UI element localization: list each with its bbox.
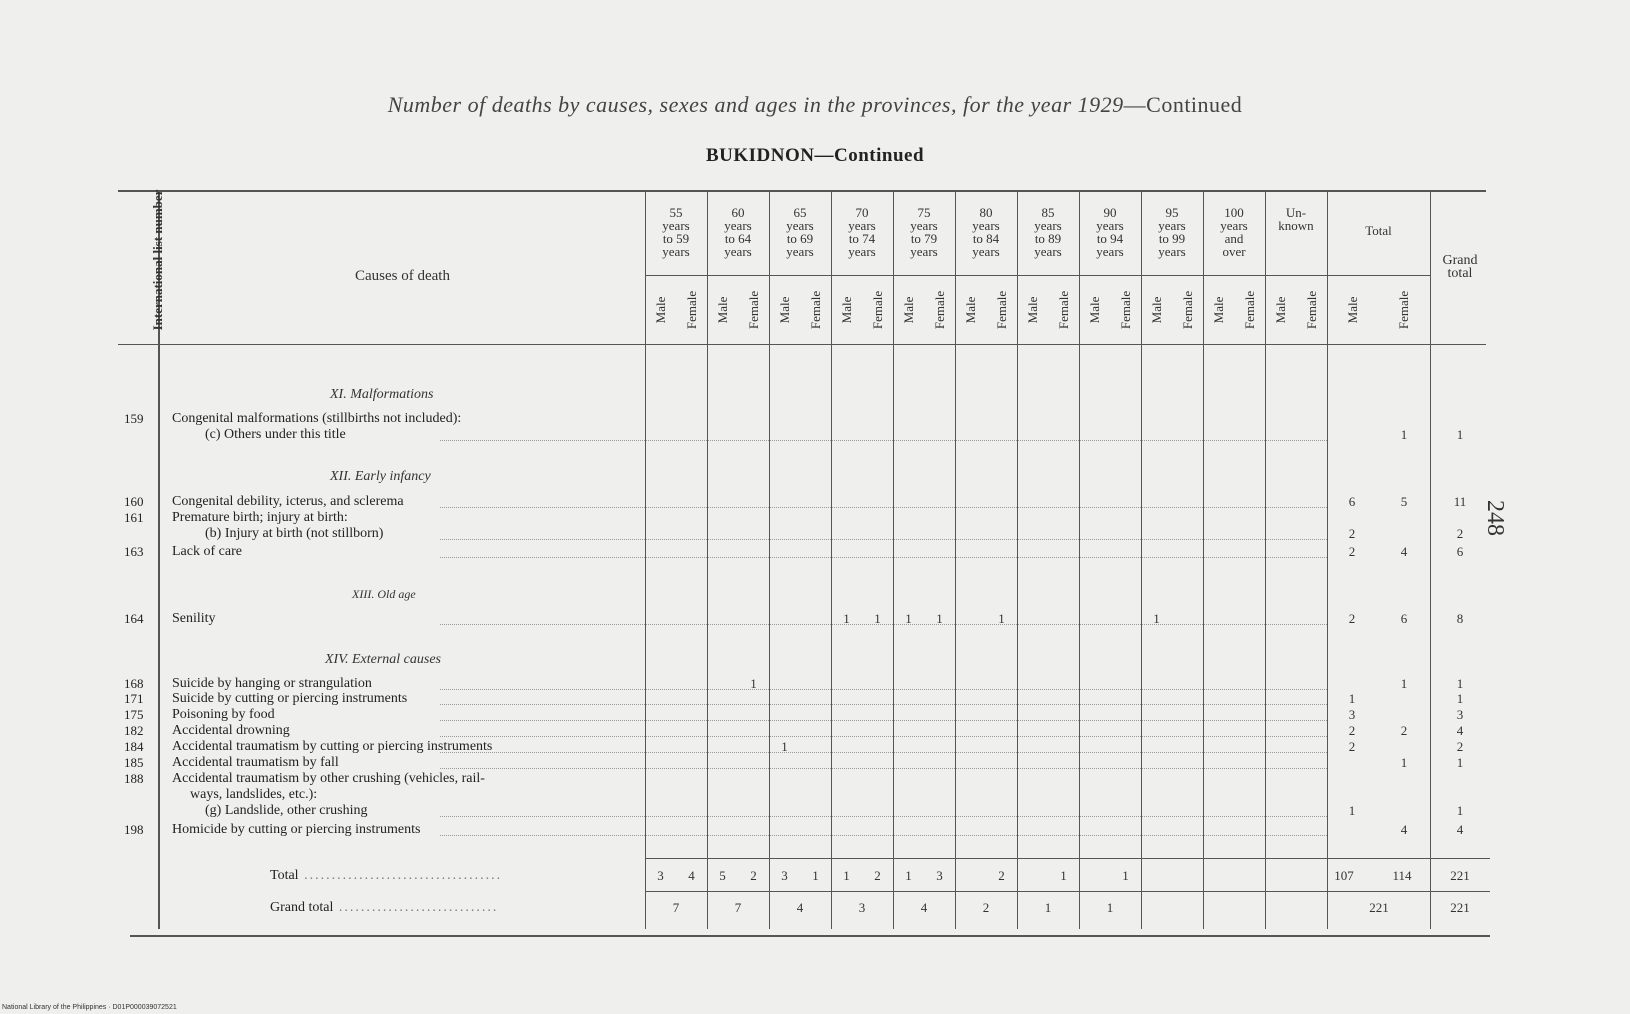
row-number: 159 bbox=[124, 411, 144, 426]
total-male-value: 1 bbox=[1348, 803, 1356, 818]
total-male-value: 2 bbox=[1348, 526, 1356, 541]
total-cell: 3 bbox=[936, 868, 943, 883]
total-cell: 5 bbox=[719, 868, 726, 883]
male-header: Male bbox=[1148, 296, 1164, 324]
male-header: Male bbox=[714, 296, 730, 324]
age-group-header-line: to 59 bbox=[662, 231, 690, 246]
age-group-header-line: to 99 bbox=[1158, 231, 1186, 246]
age-group-header-line: years bbox=[1034, 244, 1062, 259]
cause-of-death: Congenital debility, icterus, and sclerema bbox=[172, 494, 404, 509]
total-male-value: 6 bbox=[1348, 494, 1356, 509]
grand-total-value: 11 bbox=[1453, 494, 1467, 509]
total-male-value: 1 bbox=[1348, 691, 1356, 706]
male-header: Male bbox=[900, 296, 916, 324]
age-group-header-4 bbox=[893, 206, 955, 258]
total-grand: 221 bbox=[1450, 868, 1470, 883]
cause-of-death: Suicide by hanging or strangulation bbox=[172, 676, 372, 691]
age-group-header-line: over bbox=[1222, 244, 1246, 259]
grand-total-value: 1 bbox=[1456, 691, 1464, 706]
row-number: 168 bbox=[124, 676, 144, 691]
age-group-header-line: to 69 bbox=[786, 231, 814, 246]
age-group-header-11 bbox=[1327, 224, 1430, 237]
age-group-header-line: 65 bbox=[793, 205, 807, 220]
age-group-header-line: years bbox=[1158, 218, 1186, 233]
cause-of-death: Poisoning by food bbox=[172, 707, 275, 722]
dot-leader bbox=[440, 735, 1327, 737]
age-group-header-7 bbox=[1079, 206, 1141, 258]
cell-value: 1 bbox=[998, 611, 1005, 626]
male-header: Male bbox=[1272, 296, 1288, 324]
female-header: Female bbox=[807, 290, 823, 330]
grand-total-cell: 7 bbox=[672, 900, 680, 915]
cause-of-death: Accidental drowning bbox=[172, 723, 290, 738]
grand-total-value: 1 bbox=[1456, 427, 1464, 442]
row-number: 182 bbox=[124, 723, 144, 738]
female-header: Female bbox=[993, 290, 1009, 330]
grand-total-value: 1 bbox=[1456, 755, 1464, 770]
age-group-header-line: 80 bbox=[979, 205, 993, 220]
age-group-header-line: to 94 bbox=[1096, 231, 1124, 246]
age-group-header-line: years bbox=[724, 218, 752, 233]
cause-subitem: (c) Others under this title bbox=[205, 427, 346, 442]
intl-list-number-header: International list number bbox=[150, 189, 165, 331]
grand-total-cell: 1 bbox=[1106, 900, 1114, 915]
grand-total-value: 4 bbox=[1456, 822, 1464, 837]
grand-total-value: 1 bbox=[1456, 803, 1464, 818]
section-external-causes: XIV. External causes bbox=[325, 652, 441, 667]
section-malformations: XI. Malformations bbox=[330, 387, 434, 402]
age-group-header-line: years bbox=[786, 218, 814, 233]
cause-of-death: Congenital malformations (stillbirths not included): bbox=[172, 411, 462, 426]
age-group-header-0 bbox=[645, 206, 707, 258]
female-header: Female bbox=[869, 290, 885, 330]
female-header: Female bbox=[1241, 290, 1257, 330]
age-group-header-6 bbox=[1017, 206, 1079, 258]
total-cell: 4 bbox=[688, 868, 695, 883]
dot-leader bbox=[440, 538, 1327, 540]
age-group-header-3 bbox=[831, 206, 893, 258]
section-old-age: XIII. Old age bbox=[352, 587, 416, 601]
grand-total-value: 1 bbox=[1456, 676, 1464, 691]
total-cell: 2 bbox=[750, 868, 757, 883]
cause-of-death: Premature birth; injury at birth: bbox=[172, 510, 348, 525]
dot-leader bbox=[440, 688, 1327, 690]
cause-of-death: Accidental traumatism by other crushing (vehicles, rail- bbox=[172, 771, 485, 786]
total-male-value: 2 bbox=[1348, 544, 1356, 559]
grand-total-value: 6 bbox=[1456, 544, 1464, 559]
row-number: 184 bbox=[124, 739, 144, 754]
cause-of-death: Lack of care bbox=[172, 544, 242, 559]
age-group-header-line: 90 bbox=[1103, 205, 1117, 220]
age-group-header-line: 95 bbox=[1165, 205, 1179, 220]
page-number: 248 bbox=[1482, 500, 1508, 536]
age-group-header-5 bbox=[955, 206, 1017, 258]
age-group-header-line: years bbox=[972, 218, 1000, 233]
total-cell: 2 bbox=[874, 868, 881, 883]
cause-of-death: Homicide by cutting or piercing instruments bbox=[172, 822, 421, 837]
total-male-value: 2 bbox=[1348, 611, 1356, 626]
age-group-header-line: known bbox=[1278, 218, 1314, 233]
female-header: Female bbox=[1179, 290, 1195, 330]
grand-total-value: 4 bbox=[1456, 723, 1464, 738]
total-row-label: Total .................................... bbox=[270, 868, 503, 883]
age-group-header-line: years bbox=[662, 218, 690, 233]
dot-leader bbox=[440, 767, 1327, 769]
total-male-value: 3 bbox=[1348, 707, 1356, 722]
row-number: 164 bbox=[124, 611, 144, 626]
cell-value: 1 bbox=[1153, 611, 1160, 626]
age-group-header-line: years bbox=[724, 244, 752, 259]
cell-value: 1 bbox=[781, 739, 788, 754]
total-cell: 3 bbox=[657, 868, 664, 883]
total-female-value: 1 bbox=[1400, 755, 1408, 770]
page-title: Number of deaths by causes, sexes and ages in the provinces, for the year 1929—Continued bbox=[387, 92, 1243, 117]
age-group-header-line: years bbox=[1096, 218, 1124, 233]
cause-of-death: Accidental traumatism by cutting or piercing instruments bbox=[172, 739, 493, 754]
total-cell: 3 bbox=[781, 868, 788, 883]
age-group-header-8 bbox=[1141, 206, 1203, 258]
total-male-value: 2 bbox=[1348, 739, 1356, 754]
age-group-header-line: years bbox=[972, 244, 1000, 259]
total-female-value: 2 bbox=[1400, 723, 1408, 738]
total-female-value: 1 bbox=[1400, 676, 1408, 691]
cause-subitem: (g) Landslide, other crushing bbox=[205, 803, 368, 818]
age-group-header-1 bbox=[707, 206, 769, 258]
male-header: Male bbox=[838, 296, 854, 324]
grand-total-value: 3 bbox=[1456, 707, 1464, 722]
male-header: Male bbox=[776, 296, 792, 324]
male-header: Male bbox=[1024, 296, 1040, 324]
age-group-header-line: years bbox=[848, 244, 876, 259]
grand-total-cell: 1 bbox=[1044, 900, 1052, 915]
dot-leader bbox=[440, 751, 1327, 753]
row-number: 163 bbox=[124, 544, 144, 559]
total-cell: 1 bbox=[1122, 868, 1129, 883]
total-cell: 2 bbox=[998, 868, 1005, 883]
total-female-value: 4 bbox=[1400, 544, 1408, 559]
age-group-header-line: years bbox=[1220, 218, 1248, 233]
female-header: Female bbox=[1117, 290, 1133, 330]
grand-total-value: 2 bbox=[1456, 526, 1464, 541]
page-subtitle: BUKIDNON—Continued bbox=[705, 145, 925, 166]
age-group-header-10 bbox=[1265, 206, 1327, 232]
row-number: 160 bbox=[124, 494, 144, 509]
age-group-header-line: years bbox=[662, 244, 690, 259]
female-header: Female bbox=[1396, 290, 1412, 330]
age-group-header-line: years bbox=[1096, 244, 1124, 259]
grand-total-cell: 7 bbox=[734, 900, 742, 915]
row-number: 198 bbox=[124, 822, 144, 837]
total-cell: 1 bbox=[1060, 868, 1067, 883]
row-number: 188 bbox=[124, 771, 144, 786]
female-header: Female bbox=[745, 290, 761, 330]
grand-total-header: Grand total bbox=[1442, 253, 1478, 281]
grand-total-cell: 4 bbox=[920, 900, 928, 915]
age-group-header-line: 75 bbox=[917, 205, 931, 220]
grand-total-value: 2 bbox=[1456, 739, 1464, 754]
row-number: 161 bbox=[124, 510, 144, 525]
cell-value: 1 bbox=[750, 676, 757, 691]
age-group-header-line: years bbox=[910, 244, 938, 259]
male-header: Male bbox=[652, 296, 668, 324]
cause-of-death: Suicide by cutting or piercing instruments bbox=[172, 691, 408, 706]
total-male: 107 bbox=[1334, 868, 1354, 883]
dot-leader bbox=[440, 719, 1327, 721]
grand-total-cell: 4 bbox=[796, 900, 804, 915]
age-group-header-line: Total bbox=[1365, 223, 1392, 238]
age-group-header-line: to 74 bbox=[848, 231, 876, 246]
age-group-header-line: and bbox=[1224, 231, 1244, 246]
cell-value: 1 bbox=[843, 611, 850, 626]
male-header: Male bbox=[962, 296, 978, 324]
dot-leader bbox=[440, 815, 1327, 817]
age-group-header-line: 60 bbox=[731, 205, 745, 220]
total-cell: 1 bbox=[905, 868, 912, 883]
grand-total-cell: 3 bbox=[858, 900, 866, 915]
cell-value: 1 bbox=[874, 611, 881, 626]
age-group-header-line: 55 bbox=[669, 205, 683, 220]
cause-of-death: Senility bbox=[172, 611, 216, 626]
grand-total-grand: 221 bbox=[1450, 900, 1470, 915]
total-cell: 1 bbox=[843, 868, 850, 883]
male-header: Male bbox=[1210, 296, 1226, 324]
age-group-header-line: years bbox=[786, 244, 814, 259]
causes-header: Causes of death bbox=[355, 268, 450, 284]
dot-leader bbox=[440, 834, 1327, 836]
female-header: Female bbox=[1055, 290, 1071, 330]
total-female: 114 bbox=[1392, 868, 1412, 883]
age-group-header-line: years bbox=[910, 218, 938, 233]
dot-leader bbox=[440, 439, 1327, 441]
male-header: Male bbox=[1344, 296, 1360, 324]
age-group-header-9 bbox=[1203, 206, 1265, 258]
age-group-header-line: to 84 bbox=[972, 231, 1000, 246]
section-early-infancy: XII. Early infancy bbox=[330, 469, 431, 484]
row-number: 171 bbox=[124, 691, 144, 706]
age-group-header-line: Un- bbox=[1285, 205, 1307, 220]
age-group-header-line: to 64 bbox=[724, 231, 752, 246]
age-group-header-line: to 79 bbox=[910, 231, 938, 246]
age-group-header-line: 100 bbox=[1224, 205, 1244, 220]
total-female-value: 4 bbox=[1400, 822, 1408, 837]
total-female-value: 6 bbox=[1400, 611, 1408, 626]
male-header: Male bbox=[1086, 296, 1102, 324]
age-group-header-line: years bbox=[1034, 218, 1062, 233]
grand-total-total: 221 bbox=[1369, 900, 1389, 915]
total-female-value: 5 bbox=[1400, 494, 1408, 509]
cell-value: 1 bbox=[905, 611, 912, 626]
age-group-header-line: years bbox=[848, 218, 876, 233]
dot-leader bbox=[440, 556, 1327, 558]
cell-value: 1 bbox=[936, 611, 943, 626]
grand-total-row-label: Grand total ............................. bbox=[270, 900, 499, 915]
total-cell: 1 bbox=[812, 868, 819, 883]
dot-leader bbox=[440, 703, 1327, 705]
grand-total-value: 8 bbox=[1456, 611, 1464, 626]
age-group-header-line: years bbox=[1158, 244, 1186, 259]
total-female-value: 1 bbox=[1400, 427, 1408, 442]
female-header: Female bbox=[683, 290, 699, 330]
female-header: Female bbox=[931, 290, 947, 330]
row-number: 175 bbox=[124, 707, 144, 722]
row-number: 185 bbox=[124, 755, 144, 770]
cause-of-death-cont: ways, landslides, etc.): bbox=[190, 787, 318, 802]
grand-total-cell: 2 bbox=[982, 900, 990, 915]
footer-credit: National Library of the Philippines · D01P000039072521 bbox=[2, 1004, 177, 1011]
cause-subitem: (b) Injury at birth (not stillborn) bbox=[205, 526, 384, 541]
dot-leader bbox=[440, 506, 1327, 508]
cause-of-death: Accidental traumatism by fall bbox=[172, 755, 339, 770]
age-group-header-2 bbox=[769, 206, 831, 258]
age-group-header-line: 70 bbox=[855, 205, 869, 220]
female-header: Female bbox=[1303, 290, 1319, 330]
age-group-header-line: 85 bbox=[1041, 205, 1055, 220]
age-group-header-line: to 89 bbox=[1034, 231, 1062, 246]
total-male-value: 2 bbox=[1348, 723, 1356, 738]
